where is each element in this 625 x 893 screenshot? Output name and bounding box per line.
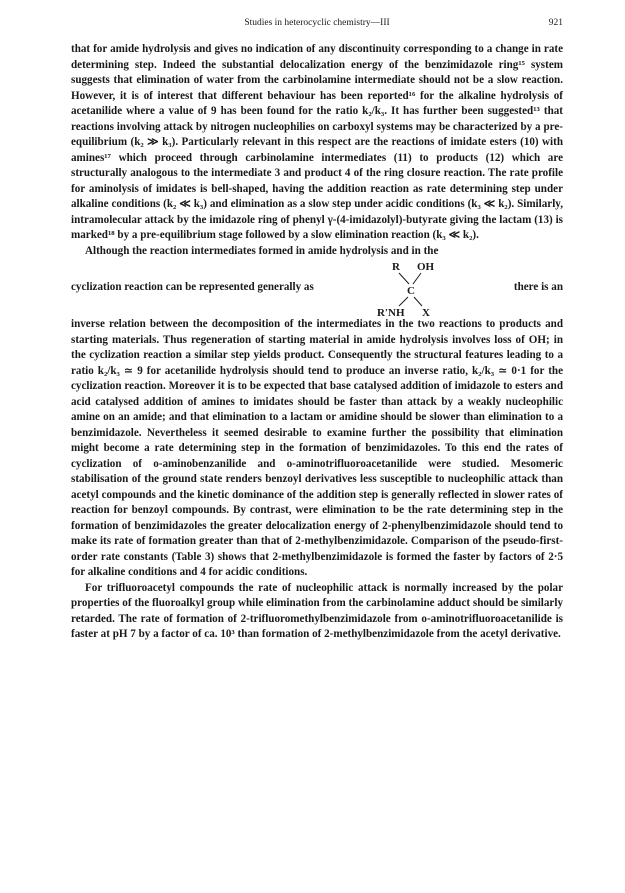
bond-r	[399, 273, 409, 284]
formula-text-before: cyclization reaction can be represented generally as	[71, 281, 314, 294]
bond-oh	[413, 273, 421, 284]
bond-nh	[399, 297, 408, 306]
formula-text-after: there is an	[513, 281, 563, 294]
general-intermediate-structure	[314, 259, 514, 317]
structure-x: X	[421, 307, 430, 317]
paragraph-2: inverse relation between the decomposition of the intermediates in the two reactions to products and starting materials. Thus regeneration of starting material in amide hydrolysis involves loss of OH; in the cyclization reaction a similar step yields product. Consequently the structural features leading to a ratio k₂/k₃ ≃ 9 for acetanilide hydrolysis should tend to produce an inverse ratio, k₂/k₃ ≃ 0·1 for the cyclization reaction. Moreover it is to be expected that base catalysed addition of imidazole to esters and acid catalysed addition of amines to imidates should be faster than attack by a weakly nucleophilic amine on an amide; and that elimination to a lactam or amidine should be slower than elimination to a benzimidazole. Nevertheless it seemed desirable to examine further the possibility that elimination might become a rate determining step in the formation of benzimidazoles. To this end the rates of cyclization of o-aminobenzanilide and o-aminotrifluoroacetanilide were studied. Mesomeric stabilisation of the ground state renders benzoyl derivatives less susceptible to nucleophilic attack than acetyl compounds and the kinetic dominance of the addition step is generally reflected in slower rates of reaction for benzoyl compounds. By contrast, were elimination to be the rate determining step in the formation of benzimidazoles the greater delocalization energy of 2-phenylbenzimidazole should tend to make its rate of formation greater than that of 2-methylbenzimidazole. Comparison of the pseudo-first-order rate constants (Table 3) shows that 2-methylbenzimidazole is formed the faster by factors of 2·5 for alkaline conditions and 4 for acidic conditions.	[71, 318, 563, 578]
formula-line	[71, 259, 563, 317]
structure-rnh: R′NH	[376, 307, 405, 317]
structure-diagram	[359, 259, 469, 317]
paragraph-3: For trifluoroacetyl compounds the rate of nucleophilic attack is normally increased by the polar properties of the fluoroalkyl group while elimination from the carbinolamine adduct should be similarly retarded. The rate of formation of 2-trifluoromethylbenzimidazole from o-aminotrifluoroacetanilide is faster at pH 7 by a factor of ca. 10³ than formation of 2-methylbenzimidazole from the acetyl derivative.	[71, 581, 563, 640]
structure-r: R	[391, 261, 400, 273]
bond-x	[414, 297, 422, 306]
running-title: Studies in heterocyclic chemistry—III	[244, 18, 390, 28]
page-number: 921	[548, 18, 563, 28]
paragraph-1: that for amide hydrolysis and gives no indication of any discontinuity corresponding to a change in rate determining step. Indeed the substantial delocalization energy of the benzimidazole ring¹⁵ system suggests that elimination of water from the carbinolamine intermediate should not be a slow reaction. However, it is of interest that different behaviour has been reported¹⁶ for the alkaline hydrolysis of acetanilide where a value of 9 has been found for the ratio k₂/k₃. It has further been suggested¹³ that reactions involving attack by nitrogen nucleophilies on carboxyl systems may be characterized by a pre-equilibrium (k₂ ≫ k₃). Particularly relevant in this respect are the reactions of imidate esters (10) with amines¹⁷ which proceed through carbinolamine intermediates (11) to products (12) which are structurally analogous to the intermediate 3 and product 4 of the ring closure reaction. The rate profile for aminolysis of imidates is bell-shaped, having the addition reaction as rate determining step under alkaline conditions (k₂ ≪ k₃) and elimination as a slow step under acidic conditions (k₃ ≪ k₂). Similarly, intramolecular attack by the imidazole ring of phenyl γ-(4-imidazolyl)-butyrate giving the lactam (13) is marked¹⁸ by a pre-equilibrium stage followed by a slow elimination reaction (k₃ ≪ k₂).	[71, 43, 563, 241]
paragraph-intro-line: Although the reaction intermediates formed in amide hydrolysis and in the	[85, 244, 439, 257]
structure-oh: OH	[416, 261, 434, 273]
article-body	[71, 42, 563, 643]
running-header	[71, 18, 563, 32]
structure-c: C	[406, 285, 415, 297]
